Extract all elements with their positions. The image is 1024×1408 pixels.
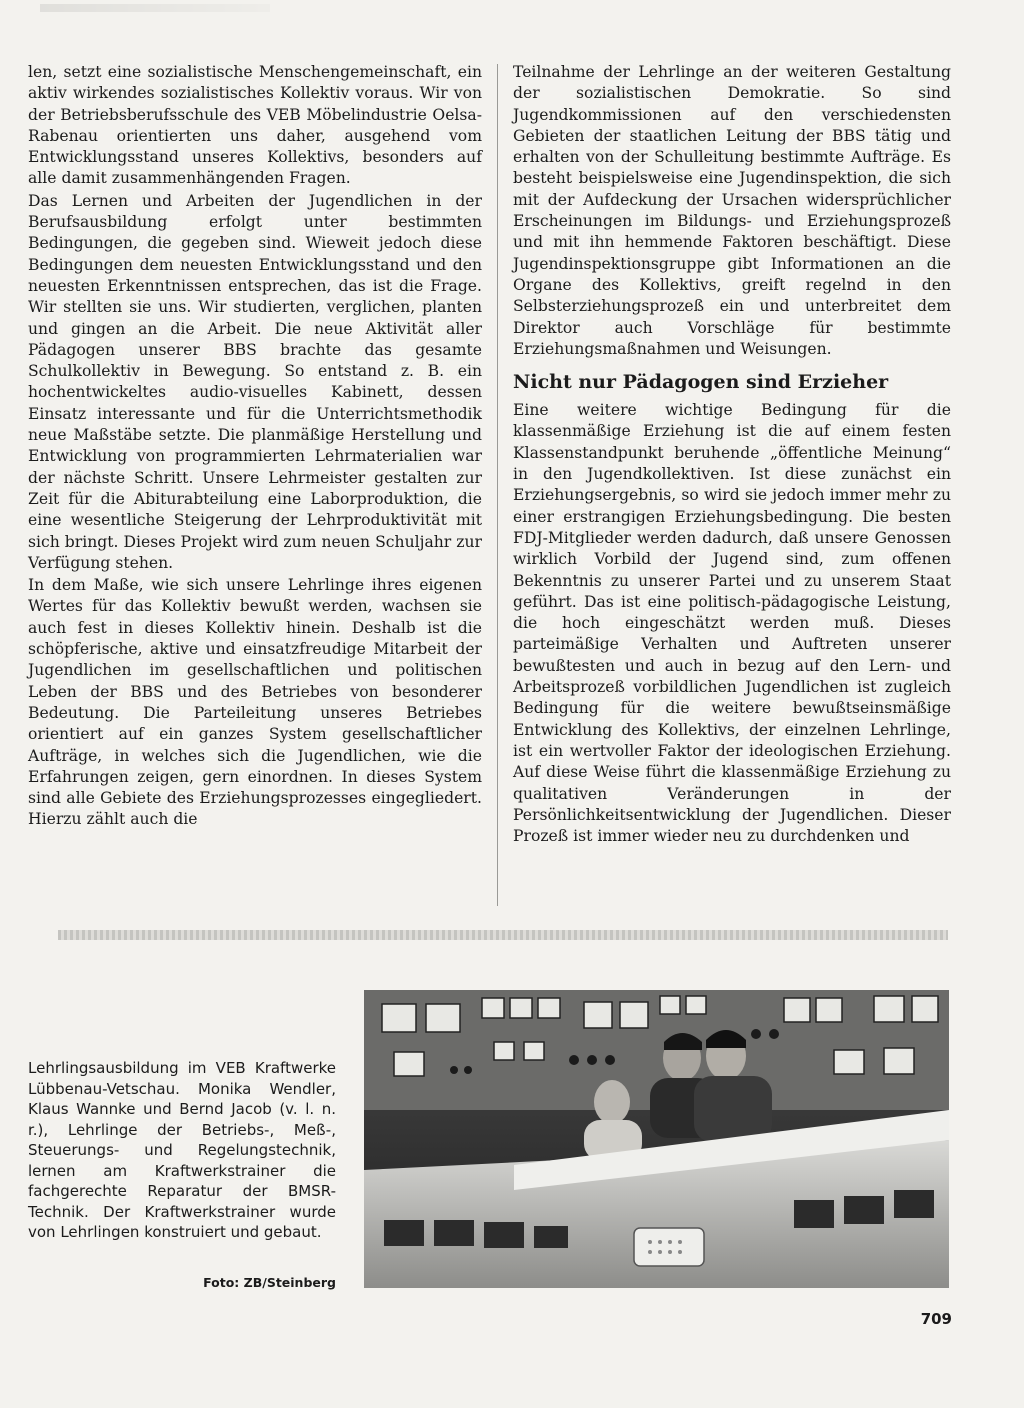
paragraph: Teilnahme der Lehrlinge an der weiteren Gestaltung der sozialistischen Demokratie. So sind Jugendkommissionen auf den verschiedensten Gebieten der staatlichen Leitung der BBS tätig und erhalten von der Schulleitung bestimmte Aufträge. Es besteht beispielsweise eine Jugendinspektion, die sich mit der Aufdeckung der Ursachen widersprüchlicher Erscheinungen im Bildungs- und Erziehungsprozeß und mit ihn hemmende Faktoren beschäftigt. Diese Jugendinspektionsgruppe gibt Informationen an die Organe des Kollektivs, greift regelnd in den Selbsterziehungsprozeß ein und unterbreitet dem Direktor auch Vorschläge für bestimmte Erziehungsmaßnahmen und Weisungen. (513, 63, 951, 358)
column-divider (497, 64, 498, 906)
section-divider (58, 930, 948, 940)
scan-smudge (40, 4, 270, 12)
control-room-photo (364, 990, 949, 1288)
right-text-column (513, 62, 951, 847)
page-number: 709 (920, 1310, 952, 1328)
paragraph: Das Lernen und Arbeiten der Jugendlichen in der Berufsausbildung erfolgt unter bestimmten Bedingungen, die gegeben sind. Wieweit jedoch diese Bedingungen dem neuesten Entwicklungsstand und den neuesten Erkenntnissen entsprechen, das ist die Frage. Wir stellten sie uns. Wir studierten, verglichen, planten und gingen an die Arbeit. Die neue Aktivität aller Pädagogen unserer BBS brachte das gesamte Schulkollektiv in Bewegung. So entstand z. B. ein hochentwickeltes audio-visuelles Kabinett, dessen Einsatz interessante und für die Unterrichtsmethodik neue Maßstäbe setzte. Die planmäßige Herstellung und Entwicklung von programmierten Lehrmaterialien war der nächste Schritt. Unsere Lehrmeister gestalten zur Zeit für die Abiturabteilung eine Laborproduktion, die eine wesentliche Steigerung der Lehrproduktivität mit sich bringt. Dieses Projekt wird zum neuen Schuljahr zur Verfügung stehen. (28, 191, 482, 572)
section-heading: Nicht nur Pädagogen sind Erzieher (513, 371, 889, 394)
photo-caption: Lehrlingsausbildung im VEB Kraftwerke Lübbenau-Vetschau. Monika Wendler, Klaus Wannke und Bernd Jacob (v. l. n. r.), Lehrlinge der Betriebs-, Meß-, Steuerungs- und Regelungstechnik, lernen am Kraftwerkstrainer die fachgerechte Reparatur der BMSR-Technik. Der Kraftwerkstrainer wurde von Lehrlingen konstruiert und gebaut. (28, 1059, 336, 1241)
paragraph: len, setzt eine sozialistische Menschengemeinschaft, ein aktiv wirkendes sozialistisches Kollektiv voraus. Wir von der Betriebsberufsschule des VEB Möbelindustrie Oelsa-Rabenau orientierten uns daher, ausgehend vom Entwicklungsstand unseres Kollektivs, besonders auf alle damit zusammenhängenden Fragen. (28, 63, 482, 188)
left-text-column (28, 62, 482, 831)
photo-credit: Foto: ZB/Steinberg (203, 1275, 336, 1290)
paragraph: Eine weitere wichtige Bedingung für die klassenmäßige Erziehung ist die auf einem festen Klassenstandpunkt beruhende „öffentliche Meinung“ in den Jugendkollektiven. Ist diese zunächst ein Erziehungsergebnis, so wird sie jedoch immer mehr zu einer erstrangigen Erziehungsbedingung. Die besten FDJ-Mitglieder werden dadurch, daß unsere Genossen wirklich Vorbild der Jugend sind, zum offenen Bekenntnis zu unserer Partei und zu unserem Staat geführt. Das ist eine politisch-pädagogische Leistung, die hoch eingeschätzt werden muß. Dieses parteimäßige Verhalten und Auftreten unserer bewußtesten und auch in bezug auf den Lern- und Arbeitsprozeß vorbildlichen Jugendlichen ist zugleich Bedingung für die weitere bewußtseinsmäßige Entwicklung des Kollektivs, der einzelnen Lehrlinge, ist ein wertvoller Faktor der ideologischen Erziehung. Auf diese Weise führt die klassenmäßige Erziehung zu qualitativen Veränderungen in der Persönlichkeitsentwicklung der Jugendlichen. Dieser Prozeß ist immer wieder neu zu durchdenken und (513, 401, 951, 846)
paragraph: In dem Maße, wie sich unsere Lehrlinge ihres eigenen Wertes für das Kollektiv bewußt werden, wachsen sie auch fest in dieses Kollektiv hinein. Deshalb ist die schöpferische, aktive und einsatzfreudige Mitarbeit der Jugendlichen im gesellschaftlichen und politischen Leben der BBS und des Betriebes von besonderer Bedeutung. Die Parteileitung unseres Betriebes orientiert auf ein ganzes System gesellschaftlicher Aufträge, in welches sich die Jugendlichen, wie die Erfahrungen zeigen, gern einordnen. In dieses System sind alle Gebiete des Erziehungsprozesses eingegliedert. Hierzu zählt auch die (28, 576, 482, 829)
